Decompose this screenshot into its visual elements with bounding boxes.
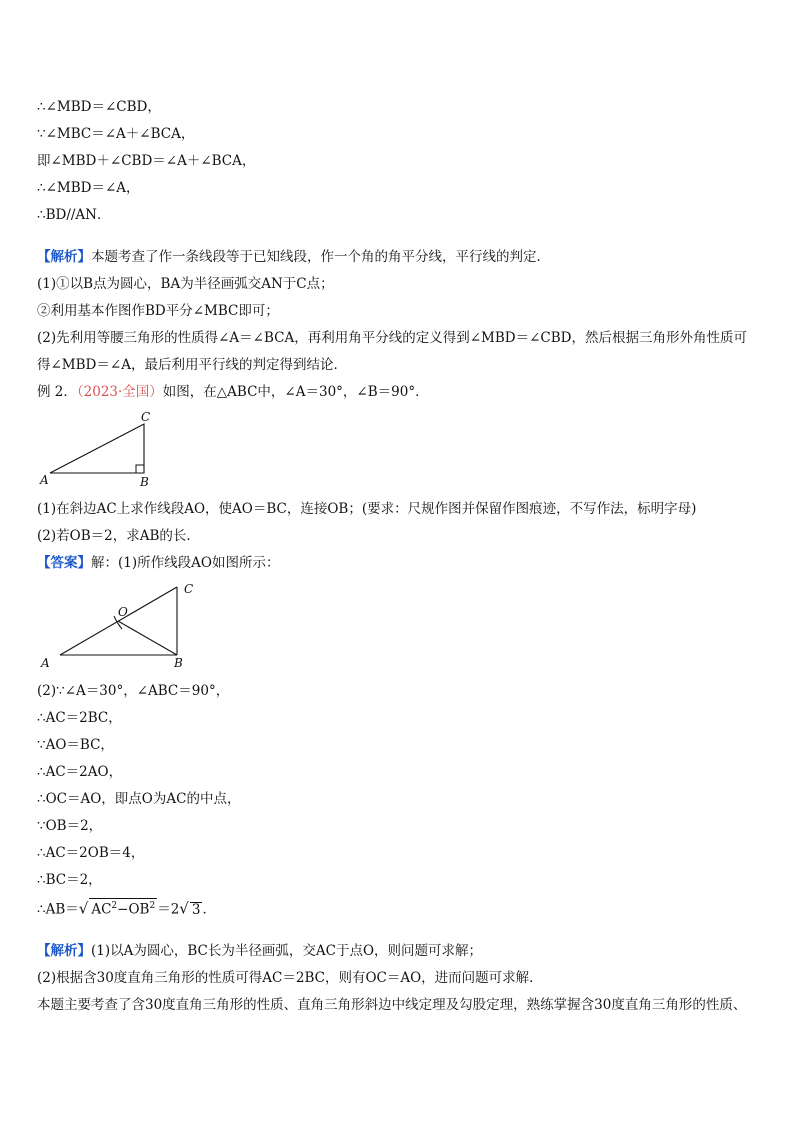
derivation-line: ∴∠MBD＝∠A， xyxy=(37,180,140,196)
exponent: 2 xyxy=(149,901,156,911)
solution-step: (2)∵∠A＝30°，∠ABC＝90°， xyxy=(37,683,230,699)
example-heading xyxy=(37,383,429,401)
vertex-label-b: B xyxy=(174,656,183,670)
vertex-label-a: A xyxy=(41,656,50,670)
solution-step-final: ∴AB＝√ $AC^2-OB^2 =2√$ 3 ． xyxy=(37,899,216,918)
solution-step: ∴BC＝2， xyxy=(37,872,102,888)
vertex-label-c: C xyxy=(184,582,194,596)
analysis-line: 本题主要考查了含30度直角三角形的性质、直角三角形斜边中线定理及勾股定理，熟练掌握含30度直角三角形的性质、 xyxy=(37,997,747,1013)
example-prefix: 例 2． xyxy=(37,384,77,400)
sqrt-radicand xyxy=(89,898,157,918)
construction-figure xyxy=(36,578,216,673)
example-source: （2023·全国） xyxy=(76,384,163,400)
analysis-line: (2)根据含30度直角三角形的性质可得AC＝2BC，则有OC＝AO，进而问题可求解． xyxy=(37,970,543,986)
segment-ob xyxy=(118,621,177,655)
triangle-figure xyxy=(36,408,166,488)
answer-heading xyxy=(37,554,279,572)
analysis-tag: 【解析】 xyxy=(37,249,91,265)
analysis-tag: 【解析】 xyxy=(37,943,91,959)
radicand-minus-ob: −OB xyxy=(117,901,150,918)
final-end: ． xyxy=(202,901,216,918)
vertex-label-b: B xyxy=(140,475,149,488)
solution-step: ∴OC＝AO，即点O为AC的中点， xyxy=(37,791,241,807)
question-2: (2)若OB＝2，求AB的长． xyxy=(37,528,200,544)
derivation-line: 即∠MBD＋∠CBD＝∠A＋∠BCA， xyxy=(37,153,256,169)
answer-text: 解：(1)所作线段AO如图所示： xyxy=(91,555,280,571)
analysis-line: (1)①以B点为圆心，BA为半径画弧交AN于C点； xyxy=(37,276,334,292)
point-label-o: O xyxy=(118,605,128,619)
answer-tag: 【答案】 xyxy=(37,555,91,571)
analysis-heading-2 xyxy=(37,942,482,960)
vertex-label-c: C xyxy=(141,410,151,424)
derivation-line: ∴BD//AN． xyxy=(37,207,111,223)
final-eq: ＝2 xyxy=(157,901,180,918)
solution-step: ∴AC＝2BC， xyxy=(37,710,122,726)
analysis-text: 本题考查了作一条线段等于已知线段，作一个角的角平分线，平行线的判定． xyxy=(91,249,550,265)
solution-step: ∴AC＝2OB＝4， xyxy=(37,845,145,861)
derivation-line: ∵∠MBC＝∠A＋∠BCA， xyxy=(37,126,195,142)
analysis-heading xyxy=(37,248,550,266)
vertex-label-a: A xyxy=(40,473,49,487)
derivation-line: ∴∠MBD＝∠CBD， xyxy=(37,99,161,115)
analysis-line: (2)先利用等腰三角形的性质得∠A＝∠BCA，再利用角平分线的定义得到∠MBD＝∠CBD，然后根据三角形外角性质可 xyxy=(37,330,748,346)
triangle-abc xyxy=(50,424,144,473)
final-prefix: ∴AB＝ xyxy=(37,901,79,918)
solution-step: ∵OB＝2， xyxy=(37,818,103,834)
analysis-line: ②利用基本作图作BD平分∠MBC即可； xyxy=(37,303,279,319)
right-angle-mark xyxy=(136,465,144,473)
analysis-text: (1)以A为圆心，BC长为半径画弧，交AC于点O，则问题可求解； xyxy=(91,943,483,959)
example-text: 如图，在△ABC中，∠A＝30°，∠B＝90°． xyxy=(162,384,429,400)
solution-step: ∵AO＝BC， xyxy=(37,737,114,753)
root-three: 3 xyxy=(191,901,201,918)
question-1: (1)在斜边AC上求作线段AO，使AO＝BC，连接OB；(要求：尺规作图并保留作图痕迹，不写作法，标明字母) xyxy=(37,501,697,517)
radicand-ac: AC xyxy=(91,901,112,918)
solution-step: ∴AC＝2AO， xyxy=(37,764,123,780)
exponent: 2 xyxy=(111,901,118,911)
analysis-line: 得∠MBD＝∠A，最后利用平行线的判定得到结论． xyxy=(37,357,347,373)
